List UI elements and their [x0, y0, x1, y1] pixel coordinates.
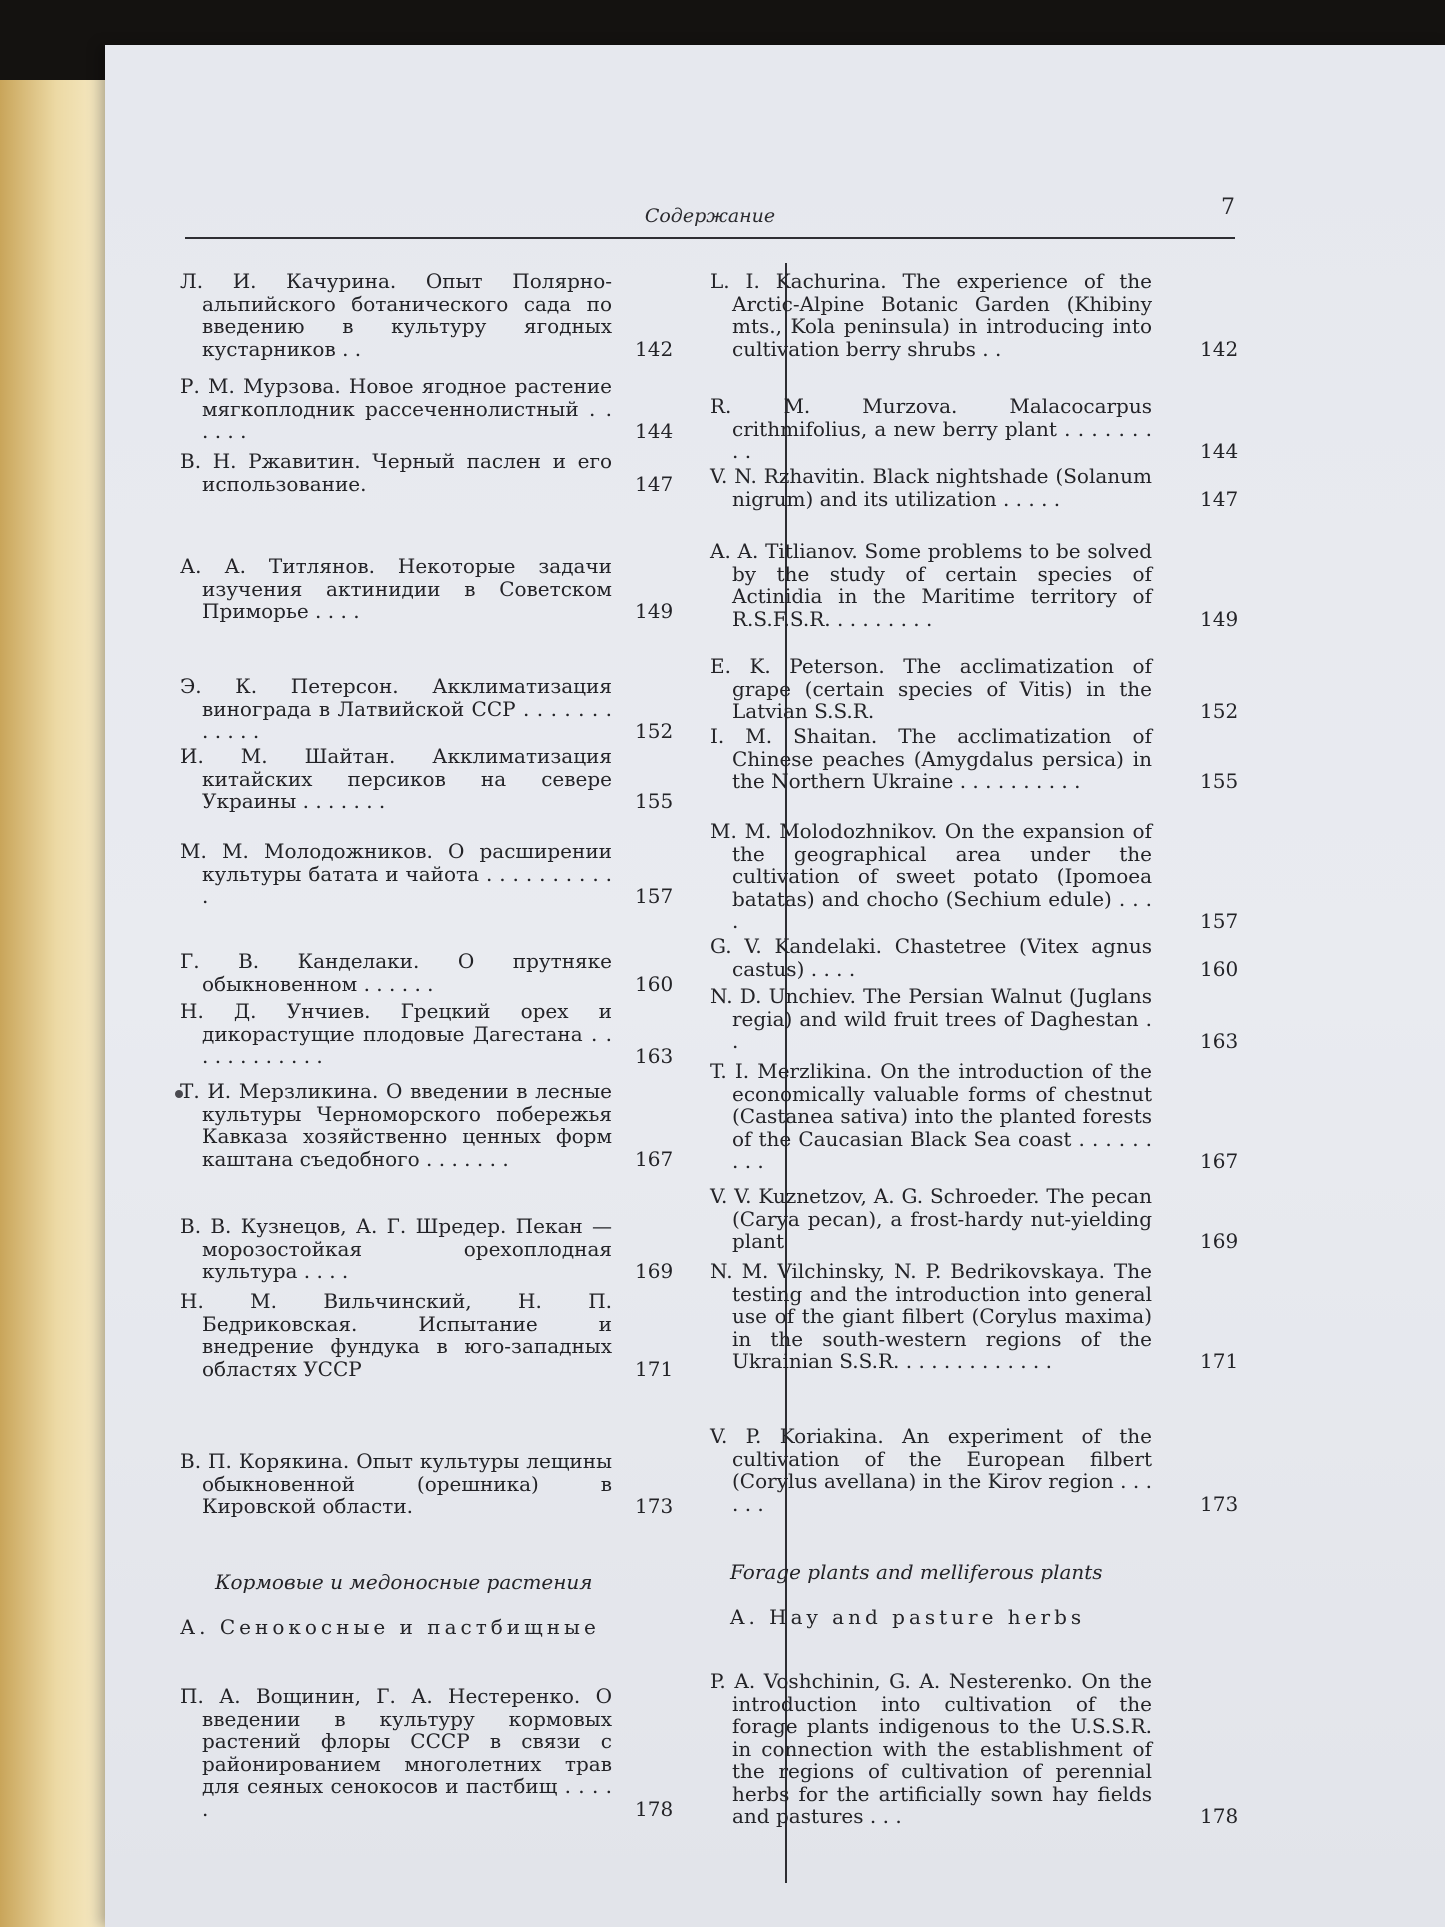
- toc-entry-page: 171: [1200, 1349, 1239, 1373]
- toc-entry-text: N. M. Vilchinsky, N. P. Bedrikovskaya. The testing and the introduction into general use of the giant filbert (Corylus maxima) in the south-western regions of the Ukrainian S.S.R. . . . . . . . . . . . .: [710, 1259, 1152, 1373]
- toc-entry-ru-4: [180, 555, 700, 623]
- toc-entry-en-6: [710, 725, 1270, 793]
- toc-entry-page: 149: [1200, 606, 1239, 631]
- toc-entry-text: T. I. Merzlikina. On the introduction of the economically valuable forms of chestnut (Castanea sativa) into the planted forests of the Caucasian Black Sea coast . . . . . . . . .: [710, 1059, 1152, 1173]
- toc-entry-page: 157: [635, 884, 674, 908]
- toc-entry-text: N. D. Unchiev. The Persian Walnut (Juglans regia) and wild fruit trees of Daghestan . .: [710, 984, 1152, 1053]
- toc-entry-page: 160: [635, 971, 674, 996]
- toc-entry-ru-5: [180, 675, 700, 743]
- toc-entry-text: В. Н. Ржавитин. Черный паслен и его использование.: [180, 449, 612, 496]
- toc-entry-en-12: [710, 1260, 1270, 1373]
- toc-entry-page: 149: [635, 599, 674, 623]
- toc-entry-text: L. I. Kachurina. The experience of the Arctic-Alpine Botanic Garden (Khibiny mts., Kola peninsula) in introducing into cultivation berry shrubs . .: [710, 269, 1152, 361]
- toc-entry-en-4: [710, 540, 1270, 630]
- toc-entry-text: Т. И. Мерзликина. О введении в лесные культуры Черноморского побережья Кавказа хозяйственно ценных форм каштана съедобного . . . . . . .: [180, 1079, 612, 1171]
- toc-entry-text: I. M. Shaitan. The acclimatization of Chinese peaches (Amygdalus persica) in the Northern Ukraine . . . . . . . . . .: [710, 724, 1152, 793]
- toc-entry-page: 160: [1200, 956, 1239, 981]
- toc-entry-page: 163: [1200, 1029, 1239, 1053]
- toc-entry-text: Н. Д. Унчиев. Грецкий орех и дикорастущие плодовые Дагестана . . . . . . . . . . . .: [180, 999, 612, 1068]
- toc-entry-ru-11: [180, 1215, 700, 1283]
- toc-entry-ru-13: [180, 1450, 700, 1518]
- toc-entry-en-3: [710, 465, 1270, 510]
- toc-entry-page: 144: [635, 419, 674, 443]
- toc-entry-text: Г. В. Канделаки. О прутняке обыкновенном . . . . . .: [180, 949, 612, 996]
- toc-entry-ru-3: [180, 450, 700, 495]
- toc-entry-en-1: [710, 270, 1270, 360]
- toc-entry-ru-12: [180, 1290, 700, 1380]
- toc-entry-en-2: [710, 395, 1270, 463]
- toc-entry-text: G. V. Kandelaki. Chastetree (Vitex agnus castus) . . . .: [710, 934, 1152, 981]
- subsection-ru: А. Сенокосные и пастбищные: [180, 1615, 600, 1639]
- toc-entry-en-7: [710, 820, 1270, 933]
- toc-entry-text: R. M. Murzova. Malacocarpus crithmifolius, a new berry plant . . . . . . . . .: [710, 394, 1152, 463]
- toc-entry-page: 169: [635, 1259, 674, 1283]
- toc-entry-text: Н. М. Вильчинский, Н. П. Бедриковская. Испытание и внедрение фундука в юго-западных областях УССР: [180, 1289, 612, 1381]
- toc-entry-ru-14: [180, 1685, 700, 1820]
- toc-entry-page: 178: [1200, 1804, 1239, 1828]
- toc-entry-ru-1: [180, 270, 700, 360]
- toc-entry-page: 163: [635, 1044, 674, 1068]
- toc-entry-page: 173: [635, 1494, 674, 1518]
- toc-entry-en-9: [710, 985, 1270, 1053]
- toc-entry-page: 157: [1200, 909, 1239, 933]
- toc-entry-en-11: [710, 1185, 1270, 1253]
- toc-entry-text: E. K. Peterson. The acclimatization of grape (certain species of Vitis) in the Latvian S.S.R.: [710, 654, 1152, 723]
- toc-entry-en-14: [710, 1670, 1270, 1828]
- toc-entry-page: 152: [635, 719, 674, 743]
- toc-entry-text: V. N. Rzhavitin. Black nightshade (Solanum nigrum) and its utilization . . . . .: [710, 464, 1152, 511]
- toc-entry-text: V. P. Koriakina. An experiment of the cultivation of the European filbert (Corylus avellana) in the Kirov region . . . . . .: [710, 1424, 1152, 1516]
- toc-entry-text: Л. И. Качурина. Опыт Полярно-альпийского ботанического сада по введению в культуру ягодных кустарников . .: [180, 269, 612, 361]
- toc-entry-text: П. А. Вощинин, Г. А. Нестеренко. О введении в культуру кормовых растений флоры СССР в связи с районированием многолетних трав для сеяных сенокосов и пастбищ . . . . .: [180, 1684, 612, 1821]
- toc-entry-ru-9: [180, 1000, 700, 1068]
- toc-entry-page: 171: [635, 1356, 674, 1381]
- toc-entry-en-5: [710, 655, 1270, 723]
- toc-entry-page: 167: [1200, 1149, 1239, 1173]
- toc-entry-text: Р. М. Мурзова. Новое ягодное растение мягкоплодник рассеченнолистный . . . . . .: [180, 374, 612, 443]
- toc-entry-text: В. В. Кузнецов, А. Г. Шредер. Пекан — морозостойкая орехоплодная культура . . . .: [180, 1214, 612, 1283]
- toc-entry-page: 178: [635, 1796, 674, 1821]
- toc-entry-ru-7: [180, 840, 700, 908]
- header-rule: [185, 237, 1235, 239]
- toc-entry-page: 152: [1200, 699, 1239, 723]
- toc-entry-text: А. А. Титлянов. Некоторые задачи изучения актинидии в Советском Приморье . . . .: [180, 554, 612, 623]
- toc-entry-page: 155: [635, 789, 674, 813]
- toc-entry-text: М. М. Молодожников. О расширении культуры батата и чайота . . . . . . . . . . .: [180, 839, 612, 908]
- page-title: Содержание: [644, 205, 776, 227]
- toc-entry-ru-10: [180, 1080, 700, 1170]
- toc-entry-en-8: [710, 935, 1270, 980]
- toc-entry-page: 147: [635, 471, 674, 496]
- toc-entry-ru-2: [180, 375, 700, 443]
- toc-entry-page: 167: [635, 1146, 674, 1171]
- section-title-en: Forage plants and melliferous plants: [730, 1560, 1103, 1584]
- toc-entry-ru-8: [180, 950, 700, 995]
- toc-entry-page: 142: [1200, 336, 1239, 361]
- toc-entry-text: P. A. Voshchinin, G. A. Nesterenko. On the introduction into cultivation of the forage plants indigenous to the U.S.S.R. in connection with the establishment of the regions of cultivation of perennial herbs for the artificially sown hay fields and pastures . . .: [710, 1669, 1152, 1828]
- section-title-ru: Кормовые и медоносные растения: [215, 1570, 593, 1594]
- toc-entry-page: 144: [1200, 439, 1239, 463]
- toc-entry-page: 142: [635, 336, 674, 361]
- toc-entry-en-13: [710, 1425, 1270, 1515]
- toc-entry-text: V. V. Kuznetzov, A. G. Schroeder. The pecan (Carya pecan), a frost-hardy nut-yielding plant: [710, 1184, 1152, 1253]
- page-number: 7: [1221, 195, 1235, 220]
- toc-entry-text: И. М. Шайтан. Акклиматизация китайских персиков на севере Украины . . . . . . .: [180, 744, 612, 813]
- toc-entry-text: В. П. Корякина. Опыт культуры лещины обыкновенной (орешника) в Кировской области.: [180, 1449, 612, 1518]
- toc-entry-text: M. M. Molodozhnikov. On the expansion of the geographical area under the cultivation of sweet potato (Ipomoea batatas) and chocho (Sechium edule) . . . .: [710, 819, 1152, 933]
- toc-entry-ru-6: [180, 745, 700, 813]
- book-page: [105, 45, 1445, 1927]
- toc-entry-page: 147: [1200, 486, 1239, 511]
- toc-entry-text: Э. К. Петерсон. Акклиматизация винограда в Латвийской ССР . . . . . . . . . . . .: [180, 674, 612, 743]
- subsection-en: A. Hay and pasture herbs: [730, 1605, 1086, 1629]
- toc-entry-page: 155: [1200, 769, 1239, 793]
- toc-entry-text: A. A. Titlianov. Some problems to be solved by the study of certain species of Actinidia in the Maritime territory of R.S.F.S.R. . . . . . . . .: [710, 539, 1152, 631]
- page-header: [185, 195, 1235, 235]
- toc-entry-en-10: [710, 1060, 1270, 1173]
- toc-entry-page: 173: [1200, 1491, 1239, 1516]
- toc-entry-page: 169: [1200, 1229, 1239, 1253]
